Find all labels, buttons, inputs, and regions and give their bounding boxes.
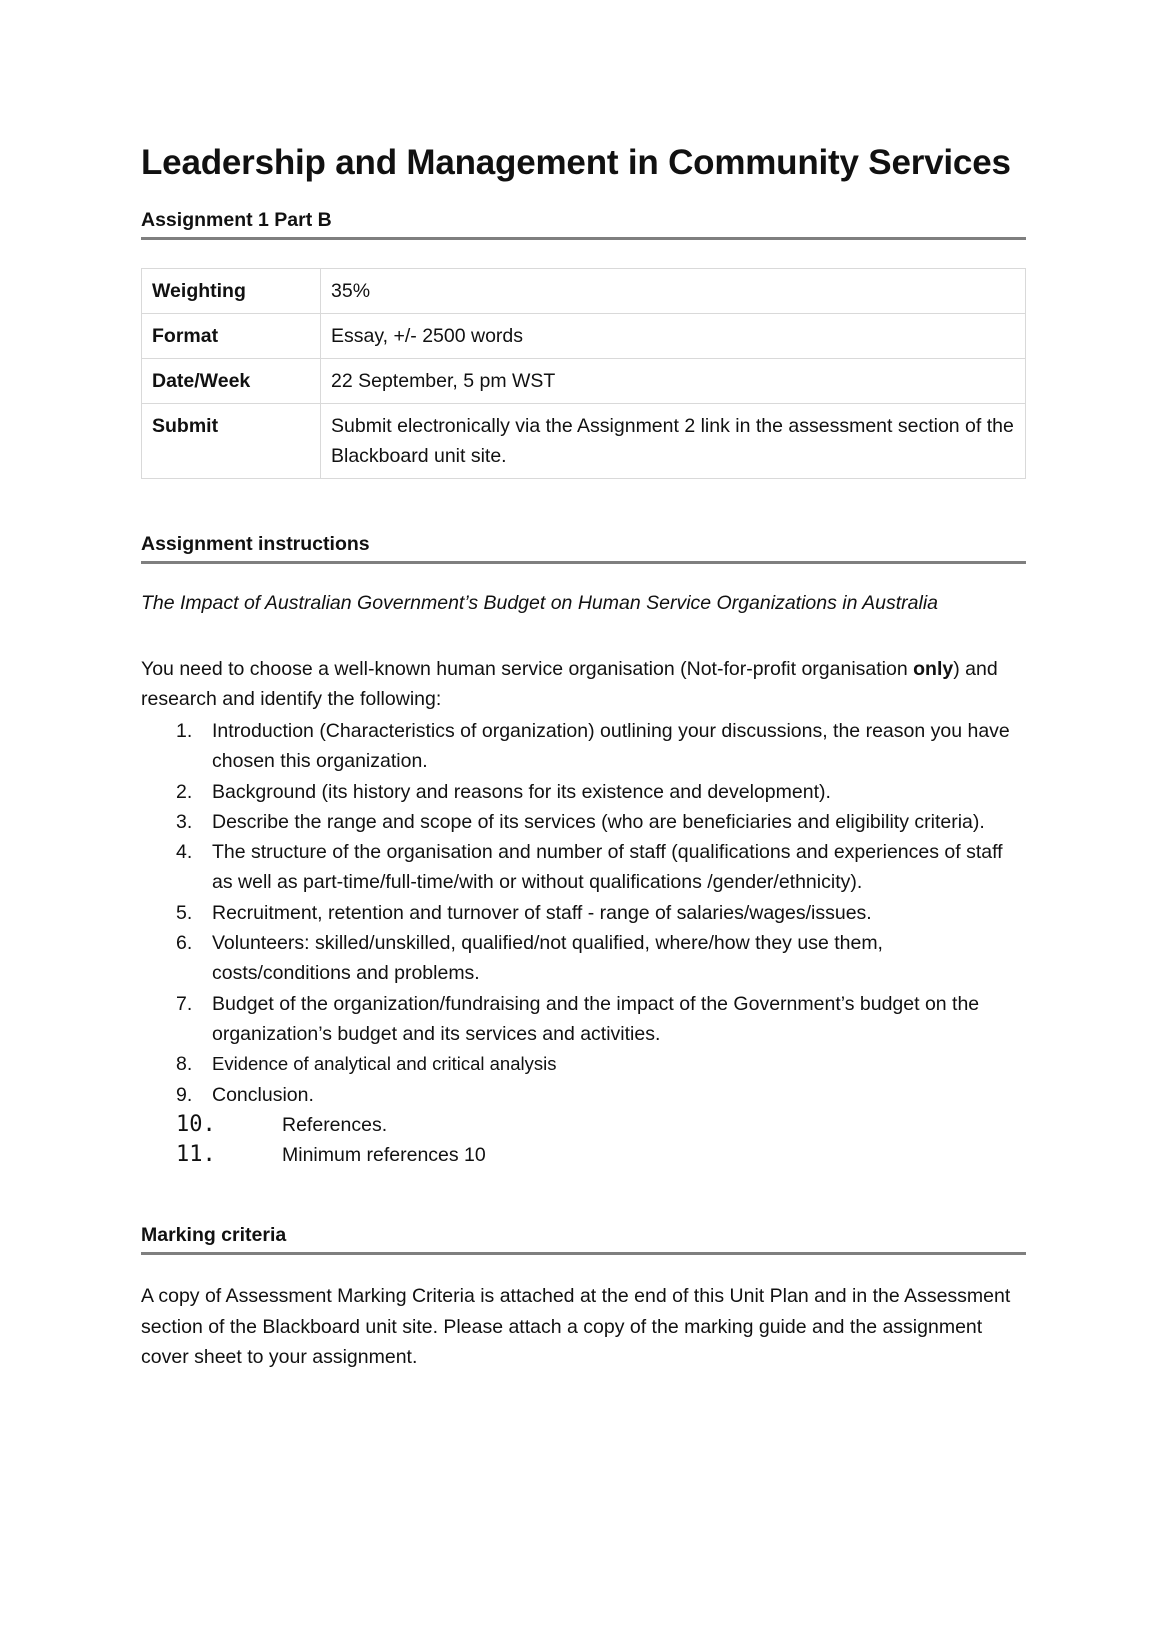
- intro-text-bold: only: [913, 658, 954, 680]
- assignment-heading: Assignment 1 Part B: [141, 207, 1026, 240]
- list-number: 6.: [176, 932, 193, 955]
- list-number: 9.: [176, 1083, 193, 1106]
- instructions-heading: Assignment instructions: [141, 531, 1026, 564]
- list-number: 3.: [176, 810, 193, 833]
- list-number: 10.: [176, 1111, 216, 1137]
- list-text: The structure of the organisation and number of staff (qualifications and experiences of staff as well as part-time/full-time/with or without qualifications /gender/ethnicity).: [212, 841, 1003, 894]
- intro-text-after: ) and research and identify the following:: [141, 658, 998, 710]
- list-item: [141, 716, 1026, 777]
- instructions-subtitle: The Impact of Australian Government’s Budget on Human Service Organizations in Australia: [141, 592, 939, 614]
- table-value: 22 September, 5 pm WST: [321, 359, 1026, 404]
- table-label: Weighting: [142, 269, 321, 314]
- table-row: [142, 269, 1026, 314]
- list-item: [141, 777, 1026, 807]
- document-title: Leadership and Management in Community Services: [141, 143, 1011, 182]
- assignment-info-table: [141, 268, 1026, 479]
- table-value: Essay, +/- 2500 words: [321, 314, 1026, 359]
- list-item: [141, 1080, 1026, 1110]
- table-row: [142, 359, 1026, 404]
- list-text: Minimum references 10: [282, 1144, 486, 1167]
- intro-text-before: You need to choose a well-known human service organisation (Not-for-profit organisation: [141, 658, 914, 680]
- list-number: 8.: [176, 1053, 193, 1076]
- list-text: References.: [282, 1113, 388, 1136]
- table-label: Date/Week: [142, 359, 321, 404]
- list-text: Conclusion.: [212, 1083, 314, 1106]
- list-number: 2.: [176, 780, 193, 803]
- list-text: Volunteers: skilled/unskilled, qualified/not qualified, where/how they use them, costs/conditions and problems.: [212, 932, 883, 985]
- list-item: [141, 928, 1026, 989]
- list-item: [141, 1049, 1026, 1079]
- list-text: Recruitment, retention and turnover of staff - range of salaries/wages/issues.: [212, 901, 872, 924]
- list-number: 11.: [176, 1142, 216, 1168]
- table-row: [142, 404, 1026, 479]
- list-item: [141, 989, 1026, 1050]
- table-label: Submit: [142, 404, 321, 479]
- instructions-intro: [141, 654, 1026, 714]
- list-text: Budget of the organization/fundraising and the impact of the Government’s budget on the organization’s budget and its services and activities.: [212, 992, 980, 1045]
- table-row: [142, 314, 1026, 359]
- list-number: 1.: [176, 720, 193, 742]
- list-item: [141, 807, 1026, 837]
- table-value: Submit electronically via the Assignment 2 link in the assessment section of the Blackboard unit site.: [321, 404, 1026, 479]
- list-text: Introduction (Characteristics of organization) outlining your discussions, the reason you have chosen this organization.: [212, 720, 1010, 773]
- list-number: 4.: [176, 841, 193, 864]
- list-text: Describe the range and scope of its services (who are beneficiaries and eligibility criteria).: [212, 810, 985, 833]
- table-label: Format: [142, 314, 321, 359]
- list-number: 5.: [176, 901, 193, 924]
- list-item: [141, 1140, 1026, 1170]
- marking-text: A copy of Assessment Marking Criteria is attached at the end of this Unit Plan and in the Assessment section of the Blackboard unit site. Please attach a copy of the marking guide and the assignment cover sheet to your assignment.: [141, 1285, 1011, 1369]
- marking-heading: Marking criteria: [141, 1222, 1026, 1255]
- list-item: [141, 898, 1026, 928]
- list-item: [141, 1110, 1026, 1140]
- document-content: [141, 140, 1026, 1373]
- list-text: Background (its history and reasons for its existence and development).: [212, 780, 831, 803]
- table-value: 35%: [321, 269, 1026, 314]
- task-list: [141, 716, 1026, 1170]
- list-item: [141, 837, 1026, 898]
- list-number: 7.: [176, 992, 193, 1015]
- list-text: Evidence of analytical and critical analysis: [212, 1053, 557, 1075]
